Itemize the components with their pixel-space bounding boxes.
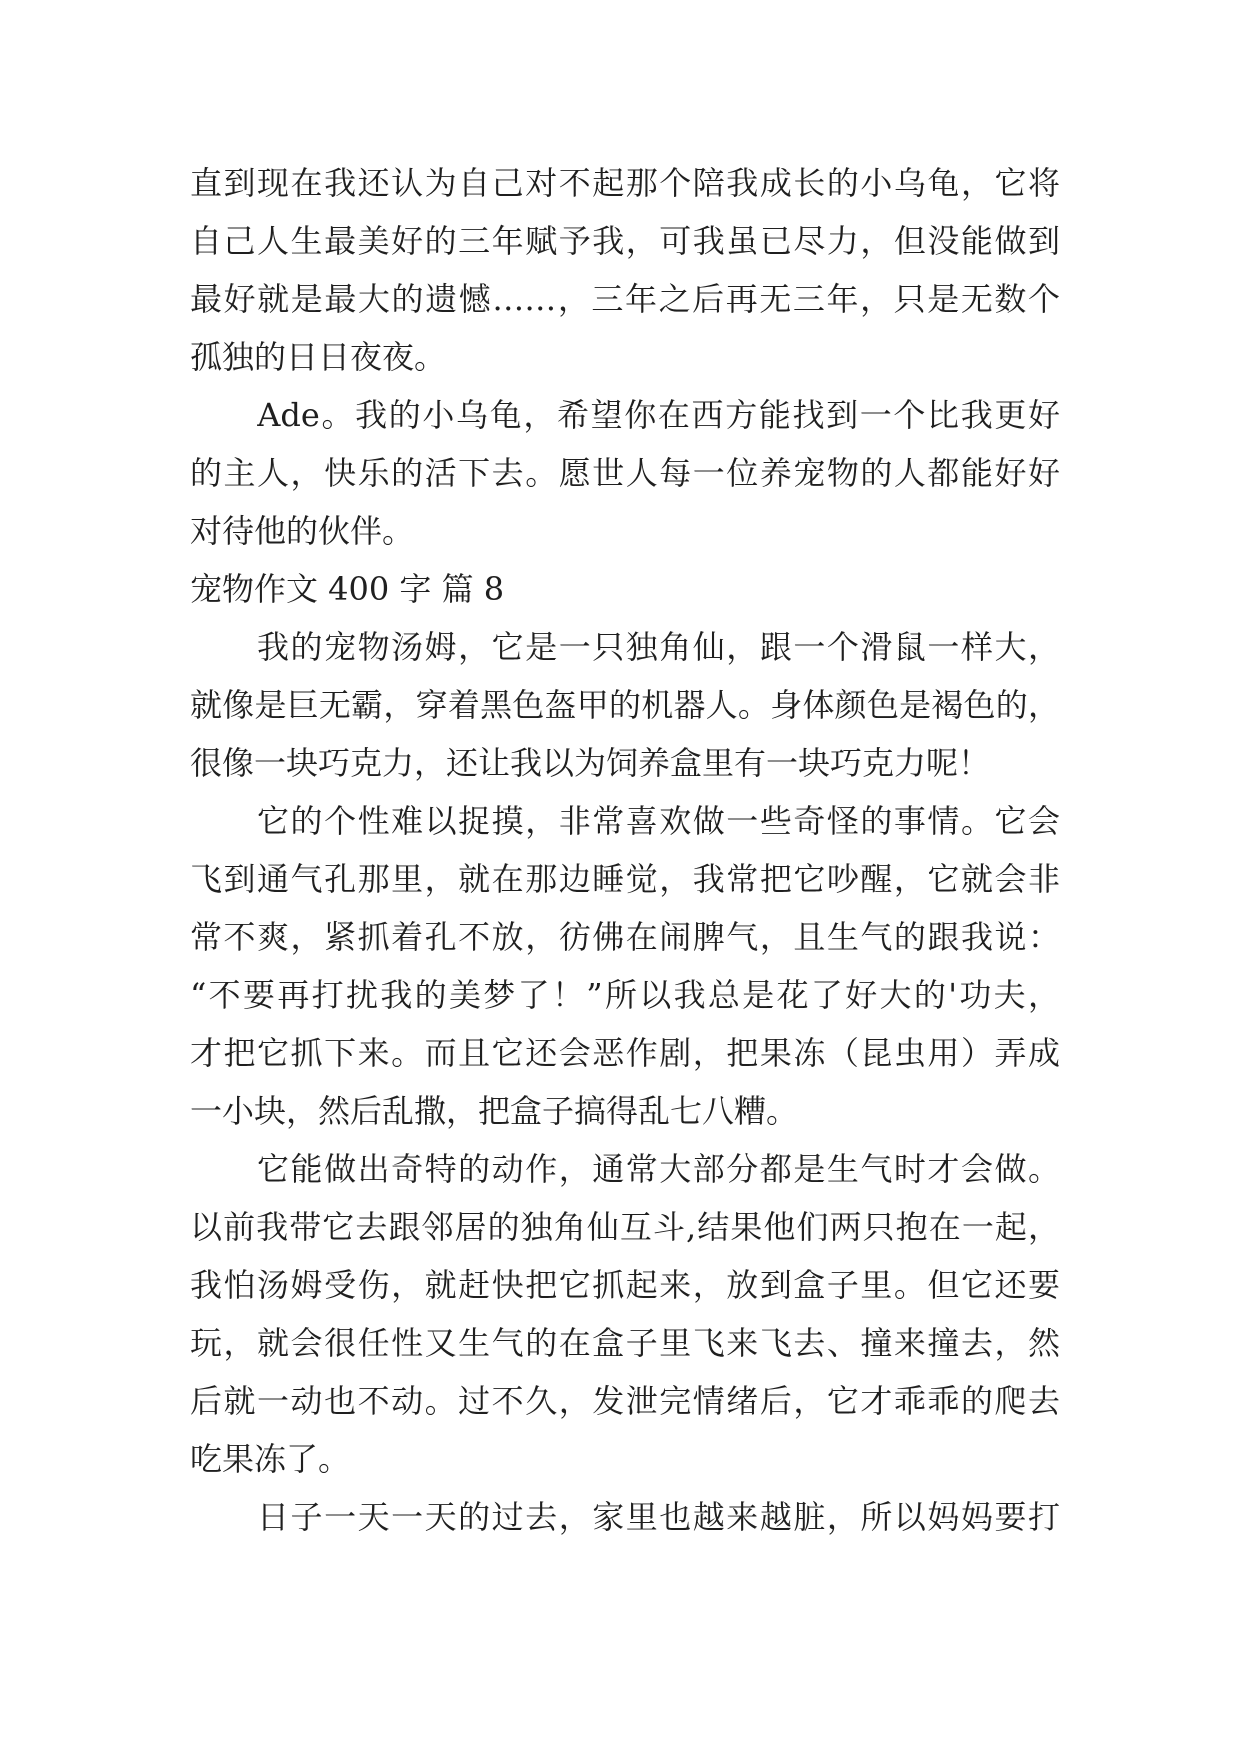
- text-line: 常不爽，紧抓着孔不放，彷佛在闹脾气，且生气的跟我说：: [190, 918, 1060, 956]
- text-line: 我怕汤姆受伤，就赶快把它抓起来，放到盒子里。但它还要: [190, 1266, 1060, 1304]
- text-line: “不要再打扰我的美梦了！”所以我总是花了好大的'功夫，: [190, 976, 1060, 1014]
- text-line: 后就一动也不动。过不久，发泄完情绪后，它才乖乖的爬去: [190, 1382, 1060, 1420]
- text-line: 一小块，然后乱撒，把盒子搞得乱七八糟。: [190, 1092, 799, 1130]
- text-line: Ade。我的小乌龟，希望你在西方能找到一个比我更好: [190, 396, 1060, 434]
- text-line: 的主人，快乐的活下去。愿世人每一位养宠物的人都能好好: [190, 454, 1060, 492]
- text-line: 才把它抓下来。而且它还会恶作剧，把果冻（昆虫用）弄成: [190, 1034, 1060, 1072]
- text-line: 它的个性难以捉摸，非常喜欢做一些奇怪的事情。它会: [190, 802, 1060, 840]
- text-line: 孤独的日日夜夜。: [190, 338, 447, 376]
- text-line: 就像是巨无霸，穿着黑色盔甲的机器人。身体颜色是褐色的，: [190, 686, 1060, 724]
- text-line: 它能做出奇特的动作，通常大部分都是生气时才会做。: [190, 1150, 1060, 1188]
- text-line: 吃果冻了。: [190, 1440, 351, 1478]
- text-line: 直到现在我还认为自己对不起那个陪我成长的小乌龟，它将: [190, 164, 1060, 202]
- text-line: 对待他的伙伴。: [190, 512, 415, 550]
- text-line: 最好就是最大的遗憾……，三年之后再无三年，只是无数个: [190, 280, 1060, 318]
- text-line: 以前我带它去跟邻居的独角仙互斗,结果他们两只抱在一起，: [190, 1208, 1060, 1246]
- text-line: 飞到通气孔那里，就在那边睡觉，我常把它吵醒，它就会非: [190, 860, 1060, 898]
- text-line: 自己人生最美好的三年赋予我，可我虽已尽力，但没能做到: [190, 222, 1060, 260]
- text-line: 日子一天一天的过去，家里也越来越脏，所以妈妈要打: [190, 1498, 1060, 1536]
- section-heading: 宠物作文 400 字 篇 8: [190, 570, 505, 608]
- text-line: 玩，就会很任性又生气的在盒子里飞来飞去、撞来撞去，然: [190, 1324, 1060, 1362]
- text-line: 很像一块巧克力，还让我以为饲养盒里有一块巧克力呢！: [190, 744, 991, 782]
- text-line: 我的宠物汤姆，它是一只独角仙，跟一个滑鼠一样大，: [190, 628, 1060, 666]
